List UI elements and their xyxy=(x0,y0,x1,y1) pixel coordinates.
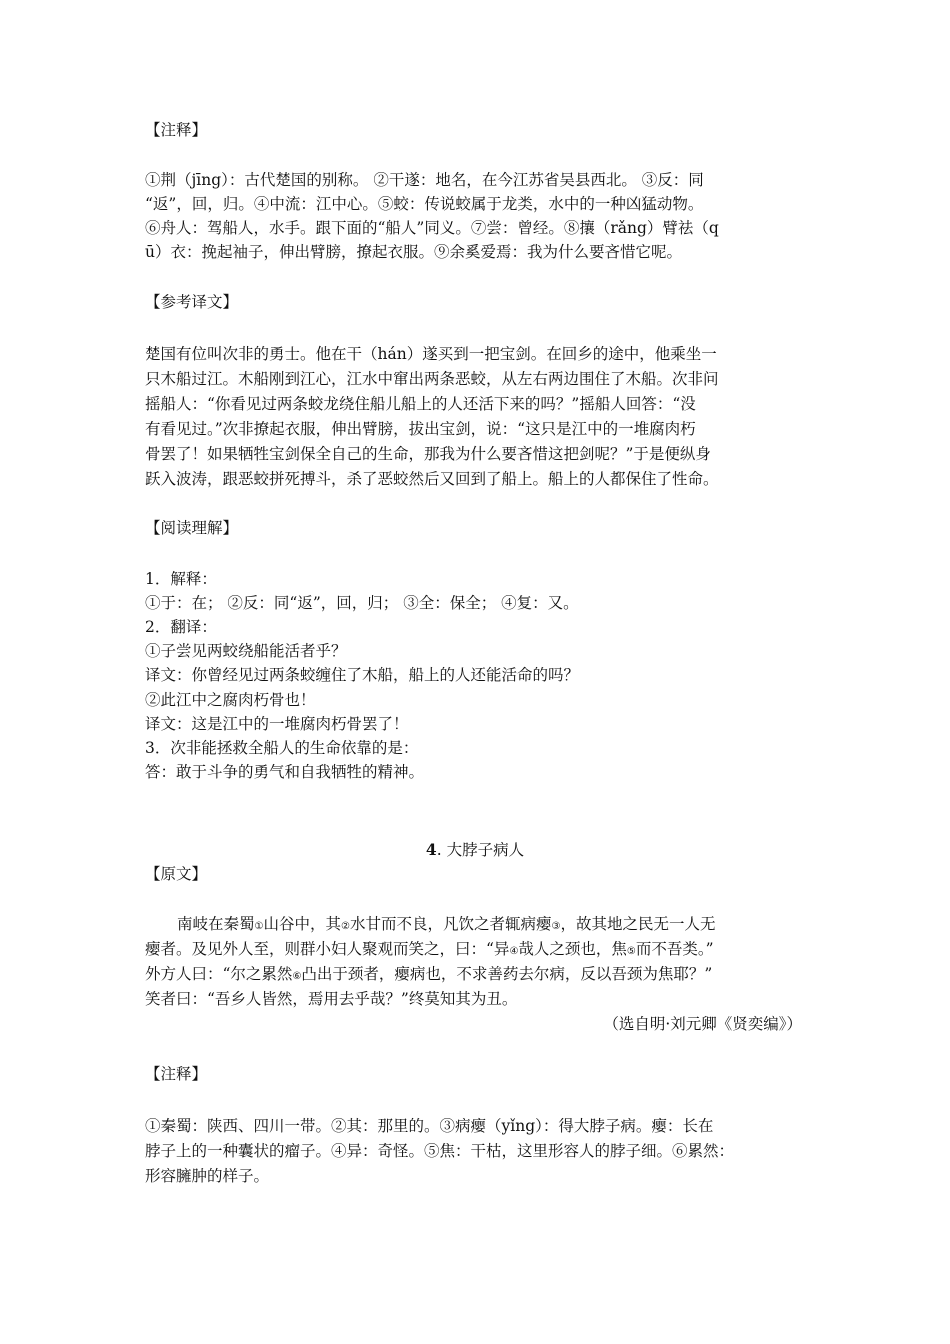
notes-line: ⑥舟人：驾船人，水手。跟下面的“船人”同义。⑦尝：曾经。⑧攘（rǎng）臂祛（q xyxy=(145,219,719,237)
reading-line: 答：敢于斗争的勇气和自我牺牲的精神。 xyxy=(145,763,425,781)
section-title-text: . 大脖子病人 xyxy=(436,841,525,859)
section-title xyxy=(145,840,805,860)
translation-heading: 【参考译文】 xyxy=(145,293,239,311)
footnote-marker: ⑥ xyxy=(292,971,302,982)
reading-line: 译文：你曾经见过两条蛟缠住了木船，船上的人还能活命的吗？ xyxy=(145,666,580,684)
footnote-marker: ③ xyxy=(551,921,561,932)
notes-heading: 【注释】 xyxy=(145,1065,208,1083)
translation-line: 骨罢了！如果牺牲宝剑保全自己的生命，那我为什么要吝惜这把剑呢？”于是便纵身 xyxy=(145,445,711,463)
original-line: 南岐在秦蜀①山谷中，其②水甘而不良，凡饮之者辄病瘿③，故其地之民无一人无 xyxy=(177,915,716,933)
reading-line: 2．翻译： xyxy=(145,618,217,636)
translation-line: 跃入波涛，跟恶蛟拼死搏斗，杀了恶蛟然后又回到了船上。船上的人都保住了性命。 xyxy=(145,470,719,488)
translation-line: 楚国有位叫次非的勇士。他在干（hán）遂买到一把宝剑。在回乡的途中，他乘坐一 xyxy=(145,345,717,363)
footnote-marker: ④ xyxy=(509,946,519,957)
notes-line: 形容臃肿的样子。 xyxy=(145,1167,270,1185)
original-line: 外方人曰：“尔之累然⑥凸出于颈者，瘿病也，不求善药去尔病，反以吾颈为焦耶？” xyxy=(145,965,713,983)
footnote-marker: ⑤ xyxy=(626,946,636,957)
translation-line: 只木船过江。木船刚到江心，江水中窜出两条恶蛟，从左右两边围住了木船。次非问 xyxy=(145,370,719,388)
notes-line: “返”，回，归。④中流：江中心。⑤蛟：传说蛟属于龙类，水中的一种凶猛动物。 xyxy=(145,195,704,213)
translation-line: 摇船人：“你看见过两条蛟龙绕住船儿船上的人还活下来的吗？”摇船人回答：“没 xyxy=(145,395,696,413)
notes-line: ū）衣：挽起袖子，伸出臂膀，撩起衣服。⑨余奚爱焉：我为什么要吝惜它呢。 xyxy=(145,243,682,261)
reading-line: 译文：这是江中的一堆腐肉朽骨罢了！ xyxy=(145,715,409,733)
footnote-marker: ② xyxy=(341,921,350,932)
reading-line: ①于：在； ②反：同“返”，回，归； ③全：保全； ④复：又。 xyxy=(145,594,579,612)
original-line: 笑者曰：“吾乡人皆然，焉用去乎哉？”终莫知其为丑。 xyxy=(145,990,518,1008)
translation-line: 有看见过。”次非撩起衣服，伸出臂膀，拔出宝剑，说：“这只是江中的一堆腐肉朽 xyxy=(145,420,696,438)
original-line: 瘿者。及见外人至，则群小妇人聚观而笑之，曰：“异④哉人之颈也，焦⑤而不吾类。” xyxy=(145,940,714,958)
notes-line: ①秦蜀：陕西、四川一带。②其：那里的。③病瘿（yǐng）：得大脖子病。瘿：长在 xyxy=(145,1117,714,1135)
original-heading: 【原文】 xyxy=(145,865,208,883)
reading-line: 1．解释： xyxy=(145,570,217,588)
footnote-marker: ① xyxy=(254,921,264,932)
reading-heading: 【阅读理解】 xyxy=(145,519,239,537)
source-citation: （选自明·刘元卿《贤奕编》） xyxy=(603,1015,802,1033)
reading-line: ②此江中之腐肉朽骨也！ xyxy=(145,691,316,709)
reading-line: 3．次非能拯救全船人的生命依靠的是： xyxy=(145,739,419,757)
section-number: 4 xyxy=(425,840,437,859)
notes-heading: 【注释】 xyxy=(145,121,208,139)
notes-line: ①荆（jīng）：古代楚国的别称。 ②干遂：地名，在今江苏省吴县西北。 ③反：同 xyxy=(145,171,704,189)
notes-line: 脖子上的一种囊状的瘤子。④异：奇怪。⑤焦：干枯，这里形容人的脖子细。⑥累然： xyxy=(145,1142,735,1160)
reading-line: ①子尝见两蛟绕船能活者乎？ xyxy=(145,642,347,660)
